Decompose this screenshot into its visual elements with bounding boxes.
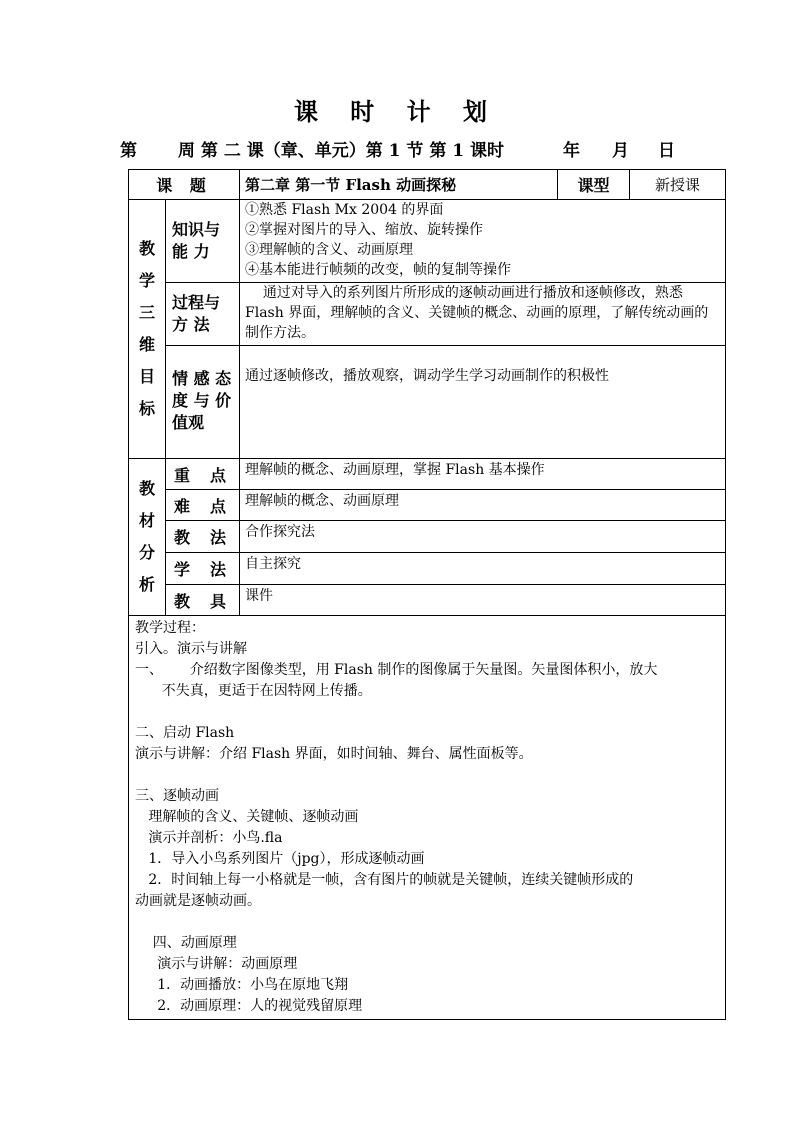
process-line: 演示并剖析：小鸟.fla bbox=[135, 830, 283, 846]
process-line: 不失真，更适于在因特网上传播。 bbox=[135, 683, 372, 699]
knowledge-label-line: 能 力 bbox=[172, 242, 210, 261]
analysis-row bbox=[129, 585, 726, 616]
goals-label-char: 标 bbox=[138, 399, 155, 418]
label-char: 法 bbox=[209, 528, 226, 547]
goals-label-char: 教 bbox=[138, 239, 155, 258]
analysis-label-char: 材 bbox=[138, 511, 155, 530]
goals-label-char: 维 bbox=[138, 335, 155, 354]
goals-section-label bbox=[129, 200, 166, 459]
process-label-line: 方 法 bbox=[172, 315, 210, 334]
process-line: 教学过程： bbox=[135, 620, 205, 636]
process-content: 通过对导入的系列图片所形成的逐帧动画进行播放和逐帧修改，熟悉 Flash 界面，理解帧的含义、关键帧的概念、动画的原理，了解传统动画的制作方法。 bbox=[240, 283, 726, 346]
process-line: 1．动画播放：小鸟在原地飞翔 bbox=[135, 977, 349, 993]
week-prefix: 第 bbox=[120, 141, 137, 161]
process-line: 理解帧的含义、关键帧、逐帧动画 bbox=[135, 809, 359, 825]
process-line: 引入。演示与讲解 bbox=[135, 641, 247, 657]
knowledge-label bbox=[166, 200, 240, 283]
knowledge-item: ④基本能进行帧频的改变，帧的复制等操作 bbox=[245, 262, 512, 278]
analysis-label-char: 析 bbox=[138, 575, 155, 594]
day-label: 日 bbox=[658, 141, 675, 161]
label-char: 点 bbox=[209, 465, 226, 485]
key-point-value: 理解帧的概念、动画原理，掌握 Flash 基本操作 bbox=[240, 459, 726, 490]
teaching-method-value: 合作探究法 bbox=[240, 521, 726, 553]
lesson-plan-table bbox=[128, 169, 726, 1020]
process-line: 1．导入小鸟系列图片（jpg），形成逐帧动画 bbox=[135, 851, 425, 867]
label-char: 教 bbox=[174, 591, 191, 611]
goals-label-char: 三 bbox=[138, 303, 155, 322]
emotion-label bbox=[166, 346, 240, 459]
process-line: 2．动画原理：人的视觉残留原理 bbox=[135, 998, 363, 1014]
teaching-method-label bbox=[166, 521, 240, 553]
process-line: 动画就是逐帧动画。 bbox=[135, 893, 261, 909]
process-line: 2．时间轴上每一小格就是一帧，含有图片的帧就是关键帧，连续关键帧形成的 bbox=[135, 872, 634, 888]
page-title: 课 时 计 划 bbox=[293, 97, 500, 126]
process-row bbox=[129, 283, 726, 346]
difficulty-label bbox=[166, 490, 240, 521]
analysis-label-char: 分 bbox=[138, 543, 155, 562]
process-line bbox=[135, 765, 719, 786]
emotion-content: 通过逐帧修改，播放观察，调动学生学习动画制作的积极性 bbox=[240, 346, 726, 459]
learning-method-value: 自主探究 bbox=[240, 553, 726, 585]
analysis-label-char: 教 bbox=[138, 479, 155, 498]
learning-method-label bbox=[166, 553, 240, 585]
week-lesson-info: 周 第 二 课（章、单元）第 1 节 第 1 课时 bbox=[178, 141, 505, 161]
analysis-row bbox=[129, 553, 726, 585]
label-char: 点 bbox=[209, 496, 226, 516]
process-line bbox=[135, 702, 719, 723]
label-char: 法 bbox=[209, 560, 226, 579]
process-line: 演示与讲解：介绍 Flash 界面，如时间轴、舞台、属性面板等。 bbox=[135, 746, 533, 762]
analysis-section-label bbox=[129, 459, 166, 616]
emotion-label-line: 情 感 态 bbox=[172, 369, 232, 388]
goals-label-char: 目 bbox=[138, 367, 155, 386]
knowledge-content bbox=[240, 200, 726, 283]
process-line: 四、动画原理 bbox=[135, 935, 237, 951]
knowledge-item: ②掌握对图片的导入、缩放、旋转操作 bbox=[245, 222, 484, 238]
process-label bbox=[166, 283, 240, 346]
month-label: 月 bbox=[612, 141, 629, 161]
process-line: 三、逐帧动画 bbox=[135, 788, 219, 804]
emotion-row bbox=[129, 346, 726, 459]
process-line: 二、启动 Flash bbox=[135, 725, 235, 741]
knowledge-item: ①熟悉 Flash Mx 2004 的界面 bbox=[245, 202, 444, 218]
emotion-label-line: 度 与 价 bbox=[172, 391, 232, 410]
topic-value: 第二章 第一节 Flash 动画探秘 bbox=[240, 170, 558, 200]
knowledge-item: ③理解帧的含义、动画原理 bbox=[245, 242, 414, 258]
difficulty-value: 理解帧的概念、动画原理 bbox=[240, 490, 726, 521]
analysis-row bbox=[129, 490, 726, 521]
knowledge-row bbox=[129, 200, 726, 283]
knowledge-label-line: 知识与 bbox=[172, 220, 221, 239]
goals-label-char: 学 bbox=[138, 271, 155, 290]
process-line: 一、 介绍数字图像类型，用 Flash 制作的图像属于矢量图。矢量图体积小，放大 bbox=[135, 662, 658, 678]
lesson-type-label: 课型 bbox=[558, 170, 630, 200]
year-label: 年 bbox=[563, 141, 580, 161]
process-label-line: 过程与 bbox=[172, 293, 221, 312]
analysis-row bbox=[129, 459, 726, 490]
process-line: 演示与讲解：动画原理 bbox=[135, 956, 298, 972]
process-line bbox=[135, 912, 719, 933]
label-char: 具 bbox=[209, 591, 226, 611]
emotion-label-line: 值观 bbox=[172, 413, 205, 432]
label-char: 难 bbox=[174, 496, 191, 516]
topic-row bbox=[129, 170, 726, 200]
label-char: 学 bbox=[174, 560, 191, 579]
topic-label: 课 题 bbox=[129, 170, 240, 200]
analysis-row bbox=[129, 521, 726, 553]
teaching-aids-label bbox=[166, 585, 240, 616]
lesson-type-value: 新授课 bbox=[630, 170, 726, 200]
teaching-process-content bbox=[129, 616, 726, 1020]
key-point-label bbox=[166, 459, 240, 490]
label-char: 教 bbox=[174, 528, 191, 547]
teaching-process-row bbox=[129, 616, 726, 1020]
label-char: 重 bbox=[174, 465, 191, 485]
teaching-aids-value: 课件 bbox=[240, 585, 726, 616]
schedule-line bbox=[0, 136, 793, 162]
